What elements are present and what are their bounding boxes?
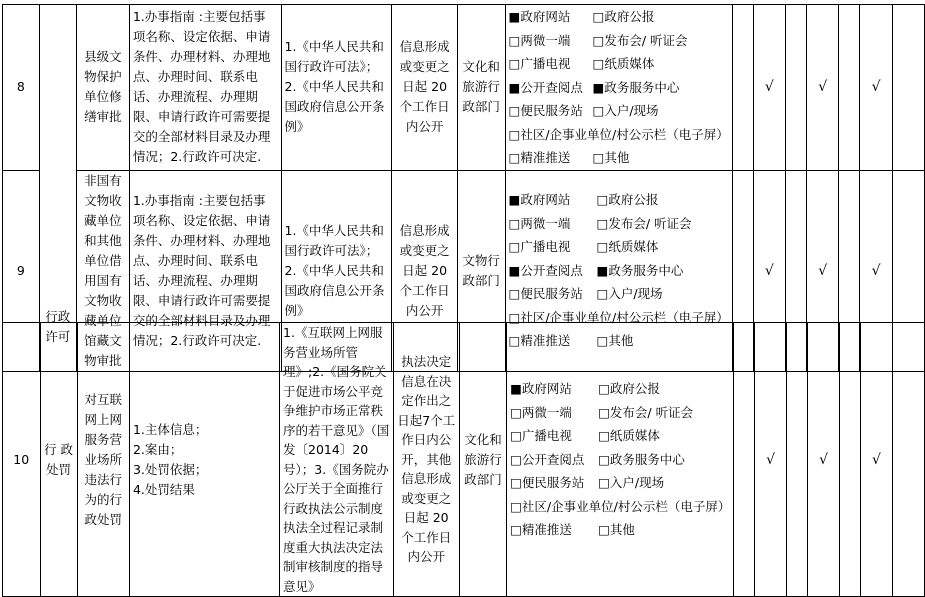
category-cell: 行政许可 (39, 5, 76, 372)
channel-option: ■政务服务中心 (596, 262, 684, 278)
item-name: 县级文物保护单位修缮审批 (76, 5, 129, 171)
channel-option: □便民服务站 (510, 475, 585, 491)
table-row (3, 5, 925, 171)
channel-option: □政府公报 (596, 192, 659, 208)
content-cell: 1.主体信息； 2.案由； 3.处罚依据； 4.处罚结果 (129, 323, 279, 597)
channel-option: □发布会/ 听证会 (592, 32, 688, 48)
check-cell (732, 5, 753, 171)
item-name: 非国有文物收藏单位和其他单位借用国有文物收藏单位馆藏文物审批 (76, 170, 129, 371)
check-cell (839, 5, 860, 171)
channel-option: □两微一端 (508, 215, 571, 231)
channel-option: ■政务服务中心 (592, 79, 680, 95)
disclosure-table-top (2, 4, 925, 372)
channel-option: □政府公报 (592, 9, 655, 24)
check-cell (786, 5, 807, 171)
channel-option: □公开查阅点 (510, 451, 585, 467)
category-cell: 行 政处罚 (40, 323, 77, 597)
channel-option: ■政府网站 (508, 192, 571, 208)
channel-option: □入户/现场 (596, 286, 663, 302)
check-cell: √ (860, 323, 892, 597)
channel-option: □精准推送 (510, 522, 572, 538)
disclosure-table-bottom (2, 322, 925, 597)
channel-option: □纸质媒体 (598, 428, 660, 444)
channel-option: □社区/企事业单位/村公示栏（电子屏） (508, 309, 729, 325)
row-number: 10 (3, 323, 41, 597)
channel-option: ■政府网站 (508, 9, 571, 24)
period-cell: 执法决定信息在决定作出之日起7个工作日内公开，其他信息形成或变更之日起 20 个工作日内公开 (393, 323, 459, 597)
channel-option: □政务服务中心 (598, 451, 685, 467)
dept-cell: 文物行政部门 (457, 170, 505, 371)
check-cell (734, 323, 755, 597)
check-cell: √ (753, 170, 785, 371)
channel-option: □社区/企事业单位/村公示栏（电子屏） (510, 498, 731, 514)
check-cell: √ (806, 170, 838, 371)
check-cell: √ (753, 5, 785, 171)
dept-cell: 文化和旅游行政部门 (457, 5, 505, 171)
check-cell: √ (755, 323, 787, 597)
check-cell (892, 5, 924, 171)
channels-cell (505, 5, 732, 171)
basis-cell: 1.《互联网上网服务营业场所管理》;2.《国务院关于促进市场公平竞争维护市场正常秩序的若干意见》（国发〔2014〕20 号）；3.《国务院办公厅关于全面推行行政执法公示制度执法全过程记录制度重大执法决定法制审核制度的指导意见》 (280, 323, 394, 597)
channel-option: □入户/现场 (598, 475, 665, 491)
channel-option: □两微一端 (508, 32, 571, 48)
channel-option: □政府公报 (598, 381, 660, 397)
channel-option: □便民服务站 (508, 103, 583, 118)
period-cell: 信息形成或变更之日起 20 个工作日内公开 (392, 5, 457, 171)
check-cell: √ (860, 170, 892, 371)
channel-option: □发布会/ 听证会 (596, 215, 692, 231)
table-row (3, 323, 925, 597)
channel-option: □广播电视 (508, 56, 571, 71)
channel-option: □精准推送 (508, 150, 571, 165)
channel-option: □广播电视 (508, 239, 571, 255)
row-number: 9 (3, 170, 40, 371)
channel-option: □便民服务站 (508, 286, 583, 302)
basis-cell: 1.《中华人民共和国行政许可法》； 2.《中华人民共和国政府信息公开条例》 (281, 5, 392, 171)
channel-option: □纸质媒体 (596, 239, 659, 255)
channel-option: ■政府网站 (510, 381, 572, 397)
content-cell: 1.办事指南 :主要包括事项名称、设定依据、申请条件、办理材料、办理地点、办理时间、联系电话、办理流程、办理期限、申请行政许可需要提交的全部材料目录及办理情况；2.行政许可决定. (129, 170, 281, 371)
check-cell: √ (807, 323, 839, 597)
channel-option: □两微一端 (510, 404, 572, 420)
channel-option: □其他 (596, 333, 634, 349)
channel-option: □广播电视 (510, 428, 572, 444)
item-name: 对互联网上网服务营业场所违法行为的行政处罚 (77, 323, 129, 597)
channel-option: □纸质媒体 (592, 56, 655, 71)
dept-cell: 文化和旅游行政部门 (459, 323, 506, 597)
channel-option: ■公开查阅点 (508, 79, 583, 95)
basis-cell: 1.《中华人民共和国行政许可法》； 2.《中华人民共和国政府信息公开条例》 (281, 170, 392, 371)
channel-option: ■公开查阅点 (508, 262, 583, 278)
row-number: 8 (3, 5, 40, 171)
check-cell (840, 323, 861, 597)
channel-option: □社区/企事业单位/村公示栏（电子屏） (508, 126, 729, 142)
channel-option: □其他 (592, 150, 630, 165)
check-cell (893, 323, 925, 597)
channel-option: □发布会/ 听证会 (598, 404, 694, 420)
check-cell: √ (806, 5, 838, 171)
channel-option: □精准推送 (508, 333, 571, 349)
check-cell (787, 323, 808, 597)
channel-option: □入户/现场 (592, 103, 659, 118)
check-cell: √ (860, 5, 892, 171)
period-cell: 信息形成或变更之日起 20 个工作日内公开 (392, 170, 457, 371)
content-cell: 1.办事指南 :主要包括事项名称、设定依据、申请条件、办理材料、办理地点、办理时间、联系电话、办理流程、办理期限、申请行政许可需要提交的全部材料目录及办理情况；2.行政许可决定. (129, 5, 281, 171)
channels-cell (507, 323, 734, 597)
channel-option: □其他 (598, 522, 635, 538)
